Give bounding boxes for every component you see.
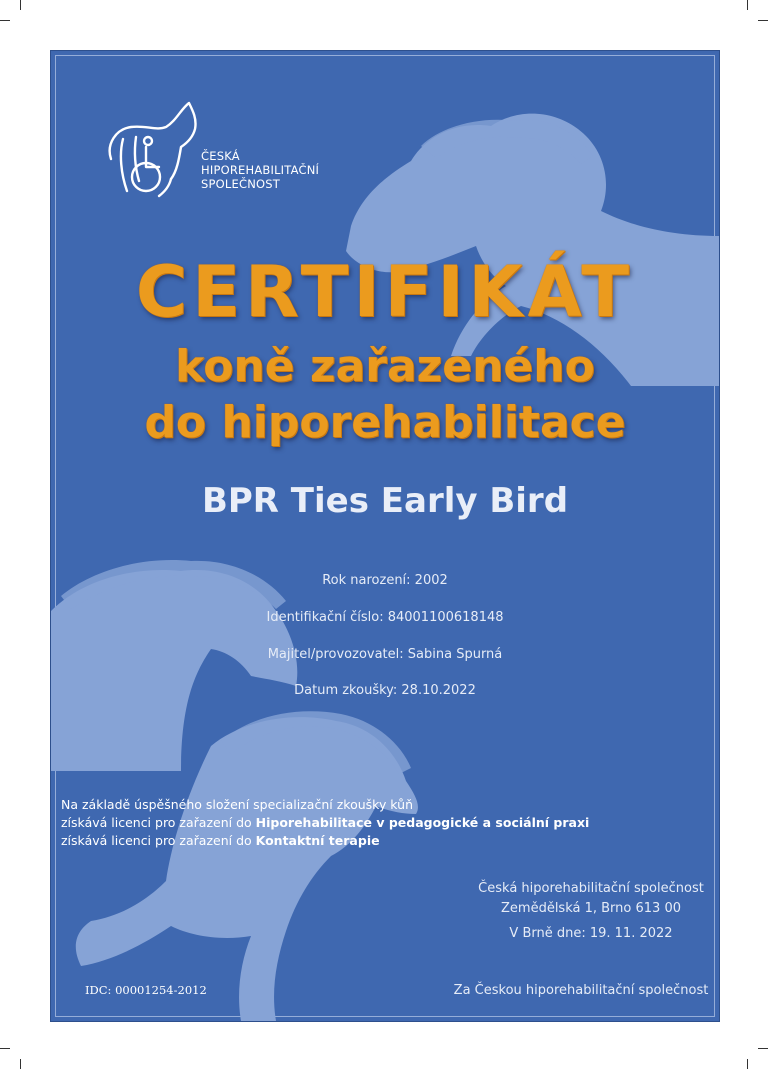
certificate-title: CERTIFIKÁT [135, 251, 635, 333]
idc-number: IDC: 00001254-2012 [85, 983, 207, 997]
horse-wheelchair-logo-icon [101, 99, 211, 199]
exam-date: Datum zkoušky: 28.10.2022 [294, 683, 476, 698]
crop-mark [0, 20, 10, 21]
issuer-address: Zemědělská 1, Brno 613 00 [501, 901, 681, 916]
signature-label: Za Českou hiporehabilitační společnost [453, 983, 709, 998]
crop-mark [758, 1048, 768, 1049]
certificate-sheet [50, 50, 720, 1022]
crop-mark [747, 1059, 748, 1069]
crop-mark [20, 0, 21, 10]
identification-number: Identifikační číslo: 84001100618148 [266, 610, 504, 625]
licence-line [61, 814, 589, 832]
horse-silhouette-bottom-icon [61, 706, 431, 1021]
licence-line [61, 832, 589, 850]
crop-mark [20, 1059, 21, 1069]
logo-line: SPOLEČNOST [201, 177, 280, 191]
logo-line: ČESKÁ [201, 149, 240, 163]
crop-mark [747, 0, 748, 10]
certificate-subtitle-line-2: do hiporehabilitace [144, 397, 626, 448]
licence-prefix: získává licenci pro zařazení do [61, 833, 256, 848]
crop-mark [0, 1048, 10, 1049]
issuer-organization: Česká hiporehabilitační společnost [478, 881, 704, 896]
logo-text [201, 149, 319, 191]
birth-year: Rok narození: 2002 [322, 573, 448, 588]
licence-text [61, 796, 589, 850]
crop-mark [758, 20, 768, 21]
logo-line: HIPOREHABILITAČNÍ [201, 163, 320, 177]
horse-name: BPR Ties Early Bird [201, 481, 569, 521]
licence-category: Hiporehabilitace v pedagogické a sociální praxi [255, 815, 590, 830]
owner: Majitel/provozovatel: Sabina Spurná [267, 647, 503, 662]
licence-prefix: získává licenci pro zařazení do [61, 815, 256, 830]
licence-intro: Na základě úspěšného složení specializační zkoušky kůň [61, 797, 414, 812]
issue-place-date: V Brně dne: 19. 11. 2022 [509, 926, 673, 941]
certificate-subtitle-line-1: koně zařazeného [175, 341, 595, 392]
licence-category: Kontaktní terapie [255, 833, 380, 848]
